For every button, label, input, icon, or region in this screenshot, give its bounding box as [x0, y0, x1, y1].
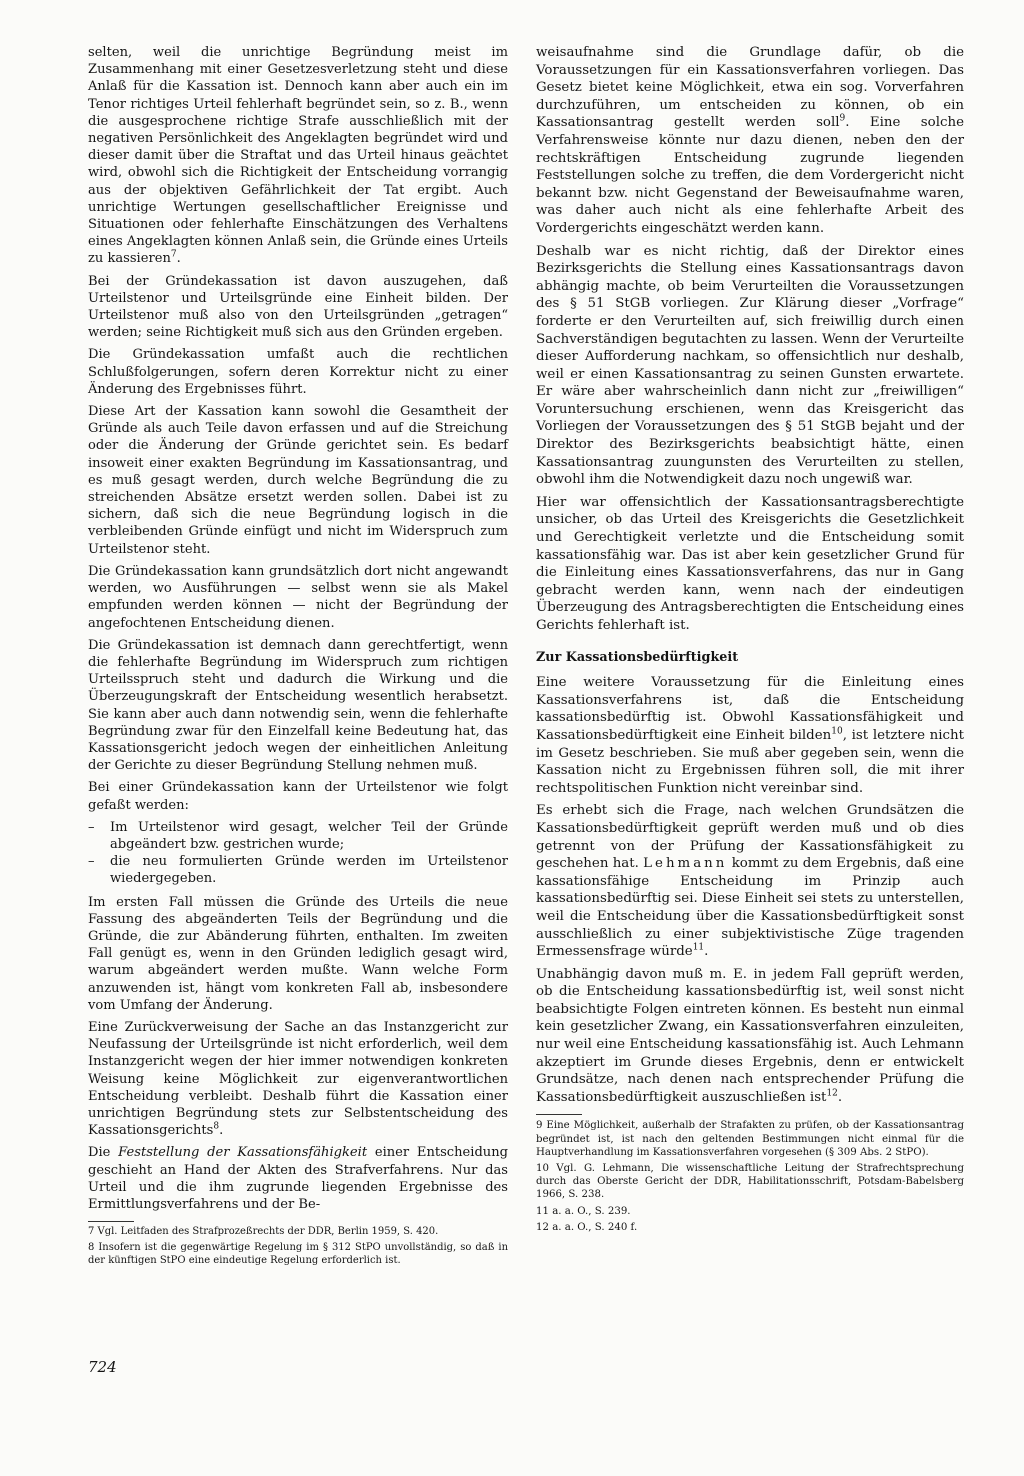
footnote-ref: 10 [831, 726, 843, 737]
left-column [88, 44, 508, 1270]
paragraph: Im ersten Fall müssen die Gründe des Urteils die neue Fassung des abgeänderten Teils der Begründung und die Gründe, die zur Abänderung führten, enthalten. Im zweiten Fall genügt es, wenn in den Gründen lediglich gesagt wird, warum abgeändert werden mußte. Wann welche Form anzuwenden ist, hängt vom konkreten Fall ab, insbesondere vom Umfang der Änderung. [88, 894, 508, 1013]
right-column [536, 44, 964, 1234]
paragraph: Hier war offensichtlich der Kassationsantragsberechtigte unsicher, ob das Urteil des Kreisgerichts die Gesetzlichkeit und Gerechtigkeit verletzte und die Entscheidung somit kassationsfähig war. Das ist aber kein gesetzlicher Grund für die Einleitung eines Kassationsverfahrens, das nur in Gang gebracht werden kann, wenn nach der eindeutigen Überzeugung des Antragsberechtigten die Entscheidung eines Gerichts fehlerhaft ist. [536, 494, 964, 633]
footnote: 11 a. a. O., S. 239. [536, 1205, 631, 1217]
paragraph: Die Gründekassation umfaßt auch die rechtlichen Schlußfolgerungen, sofern deren Korrektur nicht zu einer Änderung des Ergebnisses führt. [88, 347, 508, 397]
paragraph: Die Feststellung der Kassationsfähigkeit einer Entscheidung geschieht an Hand der Akten des Strafverfahrens. Nur das Urteil und die ihm zugrunde liegenden Ergebnisse des Ermittlungsverfahrens und der Be- [88, 1145, 508, 1212]
paragraph: selten, weil die unrichtige Begründung meist im Zusammenhang mit einer Gesetzesverletzung steht und diese Anlaß für die Kassation ist. Dennoch kann aber auch ein im Tenor richtiges Urteil fehlerhaft begründet sein, so z. B., wenn die ausgesprochene richtige Strafe ausschließlich mit der negativen Persönlichkeit des Angeklagten begründet wird und dieser damit über die Straftat und das Urteil hinaus geächtet wird, obwohl sich die Richtigkeit der Entscheidung vorrangig aus der objektiven Gefährlichkeit der Tat ergibt. Auch unrichtige Wertungen gesellschaftlicher Ereignisse und Situationen oder fehlerhafte Einschätzungen des Verhaltens eines Angeklagten können Anlaß sein, die Gründe eines Urteils zu kassieren$^7$. [88, 45, 508, 267]
paragraph: Die Gründekassation kann grundsätzlich dort nicht angewandt werden, wo Ausführungen — selbst wenn sie als Makel empfunden werden können — nicht der Begründung der angefochtenen Entscheidung dienen. [88, 563, 508, 631]
list-item: – die neu formulierten Gründe werden im Urteilstenor wiedergegeben. [88, 853, 508, 887]
footnote: 10 Vgl. G. Lehmann, Die wissenschaftliche Leitung der Strafrechtsprechung durch das Oberste Gericht der DDR, Habilitationsschrift, Potsdam-Babelsberg 1966, S. 238. [536, 1163, 964, 1201]
footnote-ref: 8 [213, 1121, 220, 1132]
paragraph: Es erhebt sich die Frage, nach welchen Grundsätzen die Kassationsbedürftigkeit geprüft werden muß und ob dies getrennt von der Prüfung der Kassationsfähigkeit zu geschehen hat. Lehmann kommt zu dem Ergebnis, daß eine kassationsfähige Entscheidung im Prinzip auch kassationsbedürftig sei. Diese Einheit sei stets zu unterstellen, weil die Entscheidung über die Kassationsbedürftigkeit sonst ausschließlich zu einer subjektivistische Züge tragenden Ermessensfrage würde$^{11}$. [536, 803, 964, 960]
footnote-ref: 11 [692, 942, 705, 953]
paragraph: Eine Zurückverweisung der Sache an das Instanzgericht zur Neufassung der Urteilsgründe ist nicht erforderlich, weil dem Instanzgericht wegen der hier immer notwendigen konkreten Weisung keine Möglichkeit zur eigenverantwortlichen Entscheidung verbleibt. Deshalb führt die Kassation einer unrichtigen Begründung stets zur Selbstentscheidung des Kassationsgerichts$^8$. [88, 1019, 508, 1139]
footnote: 12 a. a. O., S. 240 f. [536, 1221, 638, 1233]
footnote-ref: 7 [170, 250, 177, 261]
paragraph: Die Gründekassation ist demnach dann gerechtfertigt, wenn die fehlerhafte Begründung im Widerspruch zum richtigen Urteilsspruch steht und dadurch die Wirkung und die Überzeugungskraft der Entscheidung wesentlich herabsetzt. Sie kann aber auch dann notwendig sein, wenn die fehlerhafte Begründung zwar für den Einzelfall keine Bedeutung hat, das Kassationsgericht jedoch wegen der einheitlichen Anleitung der Gerichte zu dieser Begründung Stellung nehmen muß. [88, 637, 508, 774]
paragraph: Diese Art der Kassation kann sowohl die Gesamtheit der Gründe als auch Teile davon erfassen und auf die Streichung oder die Änderung der Gründe gerichtet sein. Es bedarf insoweit einer exakten Begründung im Kassationsantrag, und es muß gesagt werden, durch welche Begründung die zu streichenden Absätze ersetzt werden sollen. Dabei ist zu sichern, daß sich die neue Begründung logisch in die verbleibenden Gründe einfügt und nicht im Widerspruch zum Urteilstenor steht. [88, 404, 508, 557]
list-item: – Im Urteilstenor wird gesagt, welcher Teil der Gründe abgeändert bzw. gestrichen wurde; [88, 819, 508, 853]
footnote: 8 Insofern ist die gegenwärtige Regelung im § 312 StPO unvollständig, so daß in der künftigen StPO eine eindeutige Regelung erforderlich ist. [88, 1242, 508, 1267]
footnote-ref: 9 [839, 113, 846, 124]
paragraph: Eine weitere Voraussetzung für die Einleitung eines Kassationsverfahrens ist, daß die Entscheidung kassationsbedürftig ist. Obwohl Kassationsfähigkeit und Kassationsbedürftigkeit eine Einheit bilden$^{10}$, ist letztere nicht im Gesetz beschrieben. Sie muß aber gegeben sein, wenn die Kassation nicht zu Ergebnissen führen soll, die mit ihrer rechtspolitischen Funktion nicht vereinbar sind. [536, 675, 964, 796]
dash-list [88, 819, 508, 888]
paragraph: weisaufnahme sind die Grundlage dafür, ob die Voraussetzungen für ein Kassationsverfahren vorliegen. Das Gesetz bietet keine Möglichkeit, etwa ein sog. Vorverfahren durchzuführen, um entscheiden zu können, ob ein Kassationsantrag gestellt werden soll$^9$. Eine solche Verfahrensweise könnte nur dazu dienen, neben den der rechtskräftigen Entscheidung zugrunde liegenden Feststellungen solche zu treffen, die dem Vordergericht nicht bekannt bzw. nicht Gegenstand der Beweisaufnahme waren, was daher auch nicht als eine fehlerhafte Arbeit des Vordergerichts eingeschätzt werden kann. [536, 45, 964, 236]
footnote-ref: 12 [826, 1088, 838, 1099]
paragraph: Deshalb war es nicht richtig, daß der Direktor eines Bezirksgerichts die Stellung eines Kassationsantrags davon abhängig machte, ob beim Verurteilten die Voraussetzungen des § 51 StGB vorliegen. Zur Klärung dieser „Vorfrage“ forderte er den Verurteilten auf, sich freiwillig durch einen Sachverständigen begutachten zu lassen. Wenn der Verurteilte dieser Aufforderung nachkam, so offensichtlich nur deshalb, weil er einen Kassationsantrag zu seinen Gunsten erwartete. Er wäre aber wahrscheinlich dann nicht zur „freiwilligen“ Voruntersuchung erschienen, wenn das Kreisgericht das Vorliegen der Voraussetzungen des § 51 StGB bejaht und der Direktor des Bezirksgerichts beabsichtigt hätte, einen Kassationsantrag zuungunsten des Verurteilten zu stellen, obwohl ihm die Notwendigkeit dazu noch ungewiß war. [536, 243, 964, 488]
paragraph: Bei der Gründekassation ist davon auszugehen, daß Urteilstenor und Urteilsgründe eine Einheit bilden. Der Urteilstenor muß also von den Urteilsgründen „getragen“ werden; seine Richtigkeit muß sich aus den Gründen ergeben. [88, 273, 508, 341]
page-number: 724 [88, 1358, 117, 1376]
footnote-divider [536, 1114, 582, 1115]
paragraph: Unabhängig davon muß m. E. in jedem Fall geprüft werden, ob die Entscheidung kassationsbedürftig ist, weil sonst nicht beabsichtigte Folgen eintreten können. Es besteht nun einmal kein gesetzlicher Zwang, ein Kassationsverfahren einzuleiten, nur weil eine Entscheidung kassationsfähig ist. Auch Lehmann akzeptiert im Grunde dieses Ergebnis, denn er entwickelt Grundsätze, nach denen nach entsprechender Prüfung die Kassationsbedürftigkeit auszuschließen ist$^{12}$. [536, 966, 964, 1105]
author-name: Lehmann [643, 856, 728, 872]
footnote: 9 Eine Möglichkeit, außerhalb der Strafakten zu prüfen, ob der Kassationsantrag begründet ist, ist nach den geltenden Bestimmungen nicht einmal für die Hauptverhandlung im Kassationsverfahren vorgesehen (§ 309 Abs. 2 StPO). [536, 1120, 964, 1158]
footnote: 7 Vgl. Leitfaden des Strafprozeßrechts der DDR, Berlin 1959, S. 420. [88, 1226, 439, 1238]
section-heading: Zur Kassationsbedürftigkeit [536, 649, 739, 665]
footnote-divider [88, 1221, 134, 1222]
emphasized-term: Feststellung der Kassationsfähigkeit [118, 1145, 368, 1161]
paragraph: Bei einer Gründekassation kann der Urteilstenor wie folgt gefaßt werden: [88, 780, 508, 813]
